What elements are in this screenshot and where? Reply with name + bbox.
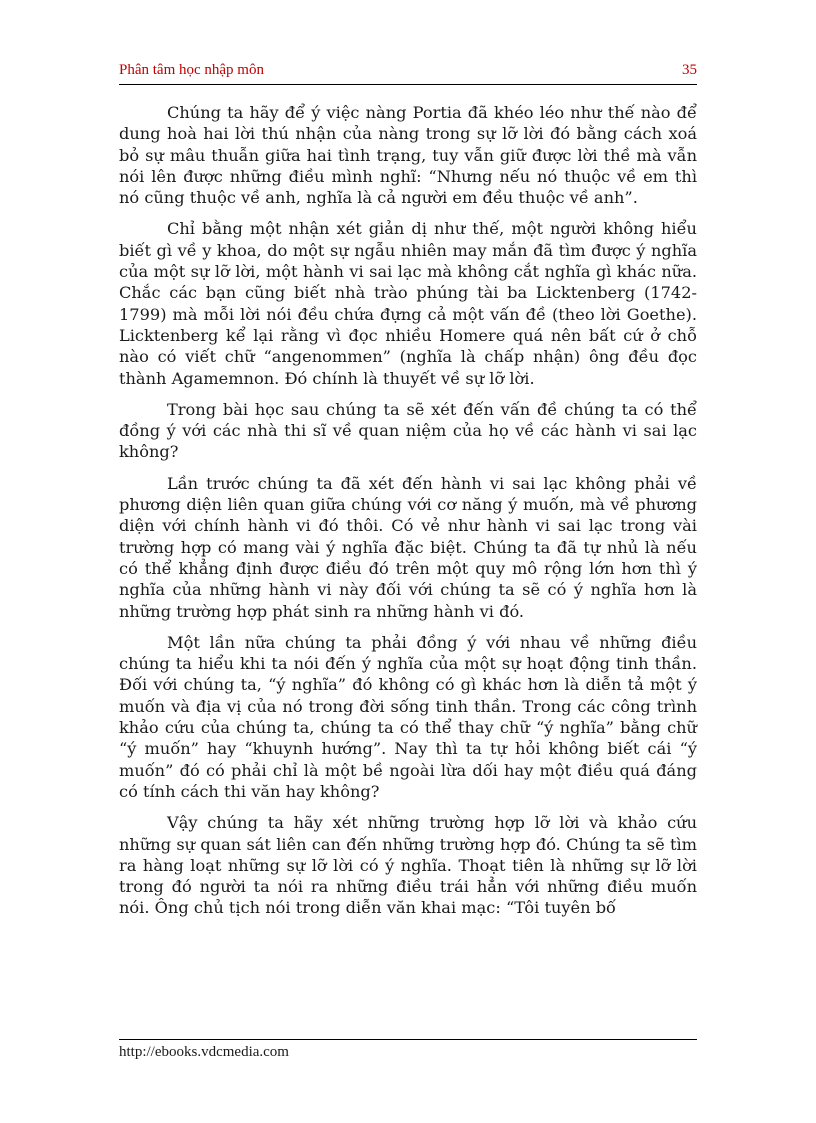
page-body xyxy=(119,102,697,929)
page-number: 35 xyxy=(682,62,697,78)
book-title: Phân tâm học nhập môn xyxy=(119,62,264,78)
paragraph: Lần trước chúng ta đã xét đến hành vi sai lạc không phải về phương diện liên quan giữa chúng với cơ năng ý muốn, mà về phương diện với chính hành vi đó thôi. Có vẻ như hành vi sai lạc trong vài trường hợp có mang vài ý nghĩa đặc biệt. Chúng ta đã tự nhủ là nếu có thể khẳng định được điều đó trên một quy mô rộng lớn hơn thì ý nghĩa của những hành vi này đối với chúng ta sẽ có ý nghĩa hơn là những trường hợp phát sinh ra những hành vi đó. xyxy=(119,473,697,621)
paragraph: Vậy chúng ta hãy xét những trường hợp lỡ lời và khảo cứu những sự quan sát liên can đến những trường hợp đó. Chúng ta sẽ tìm ra hàng loạt những sự lỡ lời có ý nghĩa. Thoạt tiên là những sự lỡ lời trong đó người ta nói ra những điều trái hẳn với những điều muốn nói. Ông chủ tịch nói trong diễn văn khai mạc: “Tôi tuyên bố xyxy=(119,813,697,918)
paragraph: Một lần nữa chúng ta phải đồng ý với nhau về những điều chúng ta hiểu khi ta nói đến ý nghĩa của một sự hoạt động tinh thần. Đối với chúng ta, “ý nghĩa” đó không có gì khác hơn là diễn tả một ý muốn và địa vị của nó trong đời sống tinh thần. Trong các công trình khảo cứu của chúng ta, chúng ta có thể thay chữ “ý nghĩa” bằng chữ “ý muốn” hay “khuynh hướng”. Nay thì ta tự hỏi không biết cái “ý muốn” đó có phải chỉ là một bề ngoài lừa dối hay một điều quá đáng có tính cách thi văn hay không? xyxy=(119,632,697,801)
paragraph: Chỉ bằng một nhận xét giản dị như thế, một người không hiểu biết gì về y khoa, do một sự ngẫu nhiên may mắn đã tìm được ý nghĩa của một sự lỡ lời, một hành vi sai lạc mà không cắt nghĩa gì khác nữa. Chắc các bạn cũng biết nhà trào phúng tài ba Licktenberg (1742-1799) mà mỗi lời nói đều chứa đựng cả một vấn đề (theo lời Goethe). Licktenberg kể lại rằng vì đọc nhiều Homere quá nên bất cứ ở chỗ nào có viết chữ “angenommen” (nghĩa là chấp nhận) ông đều đọc thành Agamemnon. Đó chính là thuyết về sự lỡ lời. xyxy=(119,219,697,388)
header-divider xyxy=(119,84,697,85)
page-header xyxy=(119,62,697,84)
footer-divider xyxy=(119,1039,697,1040)
paragraph: Chúng ta hãy để ý việc nàng Portia đã khéo léo như thế nào để dung hoà hai lời thú nhận của nàng trong sự lỡ lời đó bằng cách xoá bỏ sự mâu thuẫn giữa hai tình trạng, tuy vẫn giữ được lời thề mà vẫn nói lên được những điều mình nghĩ: “Nhưng nếu nó thuộc về em thì nó cũng thuộc về anh, nghĩa là cả người em đều thuộc về anh”. xyxy=(119,103,697,208)
paragraph: Trong bài học sau chúng ta sẽ xét đến vấn đề chúng ta có thể đồng ý với các nhà thi sĩ về quan niệm của họ về các hành vi sai lạc không? xyxy=(119,399,697,462)
footer-url: http://ebooks.vdcmedia.com xyxy=(119,1044,289,1060)
